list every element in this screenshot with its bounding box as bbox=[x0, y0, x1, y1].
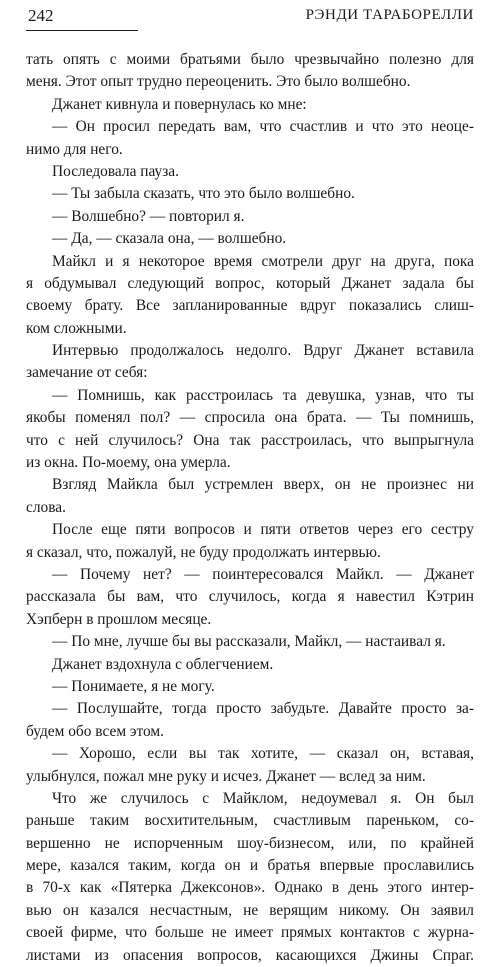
text-line: рассказала бы вам, что случилось, когда я навестил Кэтрин bbox=[26, 588, 474, 606]
page-header bbox=[26, 6, 474, 26]
page-number: 242 bbox=[28, 6, 54, 25]
text-line: — По мне, лучше бы вы рассказали, Майкл, — настаивал я. bbox=[52, 633, 446, 651]
text-line: — Послушайте, тогда просто забудьте. Давайте просто за- bbox=[52, 700, 474, 718]
text-line: Джанет вздохнула с облегчением. bbox=[52, 655, 274, 673]
text-line: Джанет кивнула и повернулась ко мне: bbox=[52, 95, 307, 113]
body-text bbox=[26, 49, 474, 967]
text-line: что с ней случилось? Она так расстроилась, что выпрыгнула bbox=[26, 431, 474, 449]
text-line: в 70-х как «Пятерка Джексонов». Однако в день этого интер- bbox=[26, 879, 474, 897]
text-line: Последовала пауза. bbox=[52, 162, 179, 180]
running-head-author: РЭНДИ ТАРАБОРЕЛЛИ bbox=[305, 7, 474, 23]
text-line: я сказал, что, пожалуй, не буду продолжать интервью. bbox=[26, 543, 381, 561]
text-line: После еще пяти вопросов и пяти ответов через его сестру bbox=[52, 521, 474, 539]
text-line: слова. bbox=[26, 498, 66, 516]
text-line: улыбнулся, пожал мне руку и исчез. Джанет — вслед за ним. bbox=[26, 767, 426, 785]
text-line: — Понимаете, я не могу. bbox=[52, 677, 215, 695]
text-line: якобы поменял пол? — спросила она брата. — Ты помнишь, bbox=[26, 409, 474, 427]
text-line: — Ты забыла сказать, что это было волшебно. bbox=[52, 185, 355, 203]
text-line: своей фирме, что больше не имеет прямых контактов с журна- bbox=[26, 924, 474, 942]
text-line: меня. Этот опыт трудно переоценить. Это было волшебно. bbox=[26, 73, 411, 91]
text-line: — Волшебно? — повторил я. bbox=[52, 207, 245, 225]
text-line: Взгляд Майкла был устремлен вверх, он не произнес ни bbox=[52, 476, 474, 494]
text-line: Майкл и я некоторое время смотрели друг на друга, пока bbox=[52, 252, 474, 270]
text-line: — Да, — сказала она, — волшебно. bbox=[52, 230, 287, 248]
text-line: мере, казался таким, когда он и братья впервые прославились bbox=[26, 857, 474, 875]
text-line: Что же случилось с Майклом, недоумевал я. Он был bbox=[52, 789, 474, 807]
text-line: вершенно не испорченным шоу-бизнесом, или, по крайней bbox=[26, 834, 474, 852]
text-line: — Он просил передать вам, что счастлив и что это неоце- bbox=[52, 118, 474, 136]
text-line: Хэпберн в прошлом месяце. bbox=[26, 610, 212, 628]
text-line: замечание от себя: bbox=[26, 364, 148, 382]
text-line: вью он казался несчастным, не верящим никому. Он заявил bbox=[26, 901, 474, 919]
text-line: нимо для него. bbox=[26, 140, 123, 158]
text-line: ком сложными. bbox=[26, 319, 127, 337]
text-line: я обдумывал следующий вопрос, который Джанет задала бы bbox=[26, 274, 474, 292]
text-line: — Хорошо, если вы так хотите, — сказал он, вставая, bbox=[52, 745, 474, 763]
text-line: своему брату. Все запланированные вдруг показались слиш- bbox=[26, 297, 474, 315]
text-line: — Почему нет? — поинтересовался Майкл. — Джанет bbox=[52, 565, 474, 583]
text-line: будем обо всем этом. bbox=[26, 722, 165, 740]
text-line: раньше таким восхитительным, счастливым пареньком, со- bbox=[26, 812, 474, 830]
text-line: — Помнишь, как расстроилась та девушка, узнав, что ты bbox=[52, 386, 474, 404]
header-rule bbox=[26, 30, 138, 31]
text-line: тать опять с моими братьями было чрезвычайно полезно для bbox=[26, 51, 474, 68]
text-line: Интервью продолжалось недолго. Вдруг Джанет вставила bbox=[52, 342, 474, 360]
text-line: из окна. По-моему, она умерла. bbox=[26, 454, 231, 472]
text-line: листами из опасения вопросов, касающихся Джины Спраг. bbox=[26, 946, 474, 964]
